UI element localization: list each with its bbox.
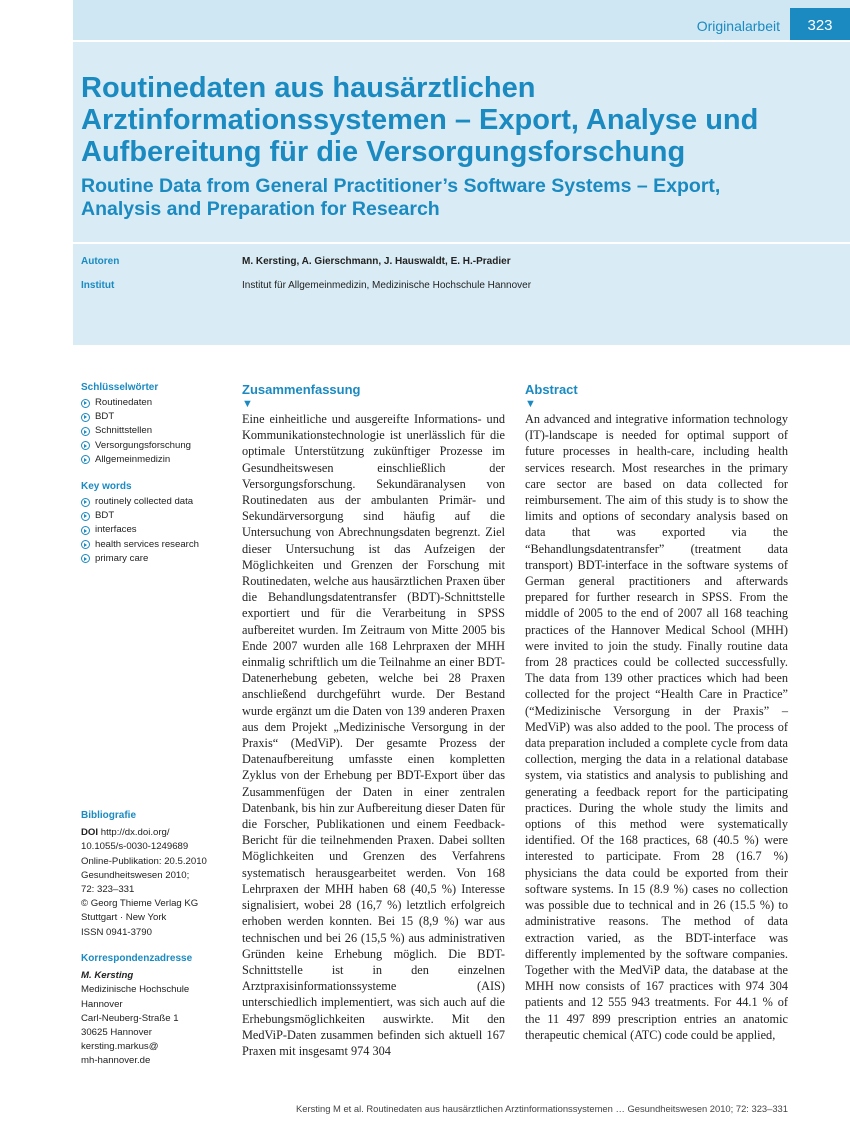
keywords-en-heading: Key words	[81, 481, 132, 493]
bibliography-line[interactable]: http://dx.doi.org/	[100, 827, 170, 839]
list-item	[81, 538, 231, 552]
section-label: Originalarbeit	[696, 18, 780, 34]
correspondence-line: Hannover	[81, 998, 123, 1010]
down-triangle-icon: ▼	[525, 398, 536, 410]
header-band	[73, 0, 850, 40]
circle-arrow-icon	[81, 554, 90, 563]
list-item	[81, 396, 231, 410]
correspondence-line[interactable]: kersting.markus@	[81, 1041, 159, 1053]
abstract-german	[242, 382, 505, 1059]
page-number: 323	[790, 8, 850, 40]
keyword-text: Versorgungsforschung	[95, 439, 191, 451]
correspondence-name: M. Kersting	[81, 970, 134, 982]
keyword-text: primary care	[95, 552, 149, 564]
list-item	[81, 552, 231, 566]
title-divider	[73, 242, 850, 244]
list-item	[81, 509, 231, 523]
abstract-german-heading: Zusammenfassung	[242, 382, 361, 397]
circle-arrow-icon	[81, 399, 90, 408]
institute: Institut für Allgemeinmedizin, Medizinische Hochschule Hannover	[242, 280, 532, 291]
keywords-en-list	[81, 495, 231, 566]
bibliography-line: Stuttgart · New York	[81, 912, 167, 924]
correspondence-line: 30625 Hannover	[81, 1027, 152, 1039]
institute-label: Institut	[81, 280, 115, 291]
abstract-english	[525, 382, 788, 1043]
keyword-text: BDT	[95, 411, 115, 423]
circle-arrow-icon	[81, 512, 90, 521]
keyword-text: health services research	[95, 538, 199, 550]
abstract-german-text: Eine einheitliche und ausgereifte Informations- und Kommunikationstechnologie ist unerlässlich für die optimale Unterstützung zukünftiger Prozesse im Gesundheitswesen einschließlich der Versorgungsforschung. Sekundäranalysen von Routinedaten aus der ambulanten Primär- und Sekundärversorgung sind häufig auf die Untersuchung von Abrechnungsdaten begrenzt. Ziel dieser Untersuchung ist das Aufzeigen der Möglichkeiten und Grenzen der Forschung mit Routinedaten, welche aus hausärztlichen Praxen über die Behandlungsdatentransfer (BDT)-Schnittstelle exportiert und für die Verarbeitung in SPSS aufbereitet wurden. Im Zeitraum von Mitte 2005 bis Ende 2007 wurden alle 168 Lehrpraxen der MHH einmalig schriftlich um die Teilnahme an einer BDT-Datenerhebung gebeten, welche bei 28 Praxen anschließend durchgeführt wurde. Der Bestand wurde ergänzt um die Daten von 139 anderen Praxen aus dem Projekt „Medizinische Versorgung in der Praxis“ (MedViP). Der gesamte Prozess der Datenaufbereitung umfasste einen kompletten Zyklus von der Erhebung per BDT-Export über das Zusammenfügen der Daten in einer zentralen Datenbank, bis hin zur Aufbereitung dieser Daten für die Forscher, Publikationen und einem Feedback-Bericht für die teilnehmenden Praxen. Dabei sollten Möglichkeiten und Grenzen des Verfahrens systematisch herausgearbeitet werden. Von 168 Lehrpraxen der MHH haben 68 (40,5 %) Interesse signalisiert, wobei 28 (16,7 %) letztlich erfolgreich erhoben werden konnten. Bei 15 (8,9 %) war aus technischen und bei 26 (15,5 %) aus administrativen Gründen keine Erhebung möglich. Die BDT-Schnittstelle ist in den einzelnen Arztpraxisinformationssysteme (AIS) unterschiedlich implementiert, was sich auch auf die Erhebungsmöglichkeiten auswirkte. Mit den MedViP-Daten zusammen befinden sich aktuell 167 Praxen mit insgesamt 974 304	[242, 412, 505, 1058]
keyword-text: Routinedaten	[95, 397, 153, 408]
bibliography-line: Gesundheitswesen 2010;	[81, 869, 190, 881]
correspondence-line: Carl-Neuberg-Straße 1	[81, 1012, 179, 1024]
abstract-english-text: An advanced and integrative information technology (IT)-landscape is needed for optimal support of future processes in health-care, including health services research. Most researches in the primary care sector are based on data collected for reimbursement. The aim of this study is to show the limits and options of secondary analysis based on data that was exported via the “Behandlungsdatentransfer” (treatment data transport) BDT-interface in the software systems of German general practitioners and afterwards prepared for further research in SPSS. From the middle of 2005 to the end of 2007 all 168 teaching practices of the Hannover Medical School (MHH) were invited to join the study. Finally routine data from 28 practices could be collected successfully. The data from 139 other practices which had been collected for the project “Health Care in Practice” (“Medizinische Versorgung in der Praxis” – MedViP) was also added to the pool. The process of data preparation included a complete cycle from data collection, merging the data in a relational database system, via statistics and analysis to publishing and generating a feedback report for the participating practices. During the whole study the limits and options of this method were systematically identified. Of the 168 practices, 68 (40.5 %) were interested to participate. From 28 (16.7 %) physicians the data could be exported from their software systems. In 15 (8.9 %) cases no collection was possible due to technical and in 26 (15.5 %) to administrative reasons. The method of data extraction varied, as the BDT-interface was differently implemented by the software companies. Together with the MedViP data, the database at the MHH now consists of 167 practices with 974 304 patients and 12 555 943 treatments. For 44.1 % of the 11 497 899 prescription entries an anatomic therapeutic chemical (ATC) code could be applied,	[525, 412, 788, 1042]
bibliography-line: 72: 323–331	[81, 884, 135, 896]
title-english: Routine Data from General Practitioner’s Software Systems – Export, Analysis and Preparation for Research	[81, 175, 721, 220]
list-item	[81, 453, 231, 467]
doi-line	[81, 826, 231, 840]
sidebar-keywords	[81, 382, 231, 580]
circle-arrow-icon	[81, 427, 90, 436]
list-item	[81, 523, 231, 537]
keyword-text: routinely collected data	[95, 496, 194, 508]
bibliography-line: ISSN 0941-3790	[81, 926, 152, 938]
authors: M. Kersting, A. Gierschmann, J. Hauswaldt, E. H.-Pradier	[242, 256, 511, 267]
authors-label: Autoren	[81, 256, 120, 267]
bibliography-heading: Bibliografie	[81, 810, 137, 821]
correspondence-line[interactable]: mh-hannover.de	[81, 1055, 151, 1067]
correspondence-heading: Korrespondenzadresse	[81, 953, 193, 964]
keywords-de-heading: Schlüsselwörter	[81, 382, 159, 393]
keyword-text: BDT	[95, 510, 115, 522]
list-item	[81, 424, 231, 438]
bibliography-line: © Georg Thieme Verlag KG	[81, 898, 199, 910]
list-item	[81, 439, 231, 453]
circle-arrow-icon	[81, 526, 90, 535]
correspondence	[81, 952, 231, 1069]
list-item	[81, 410, 231, 424]
bibliography-line: 10.1055/s-0030-1249689	[81, 841, 189, 853]
down-triangle-icon: ▼	[242, 398, 253, 410]
correspondence-line: Medizinische Hochschule	[81, 984, 190, 996]
bibliography	[81, 809, 231, 940]
circle-arrow-icon	[81, 498, 90, 507]
doi-label: DOI	[81, 827, 99, 839]
circle-arrow-icon	[81, 455, 90, 464]
abstract-english-heading: Abstract	[525, 382, 578, 397]
keyword-text: Allgemeinmedizin	[95, 453, 171, 465]
keywords-de-list	[81, 396, 231, 467]
keyword-text: interfaces	[95, 524, 137, 536]
circle-arrow-icon	[81, 540, 90, 549]
title-german: Routinedaten aus hausärztlichen Arztinformationssystemen – Export, Analyse und Aufbereitung für die Versorgungsforschung	[81, 72, 759, 168]
bibliography-line: Online-Publikation: 20.5.2010	[81, 855, 207, 867]
list-item	[81, 495, 231, 509]
keyword-text: Schnittstellen	[95, 425, 153, 437]
circle-arrow-icon	[81, 441, 90, 450]
footer-citation: Kersting M et al. Routinedaten aus hausärztlichen Arztinformationssystemen … Gesundheitswesen 2010; 72: 323–331	[296, 1103, 788, 1114]
circle-arrow-icon	[81, 413, 90, 422]
